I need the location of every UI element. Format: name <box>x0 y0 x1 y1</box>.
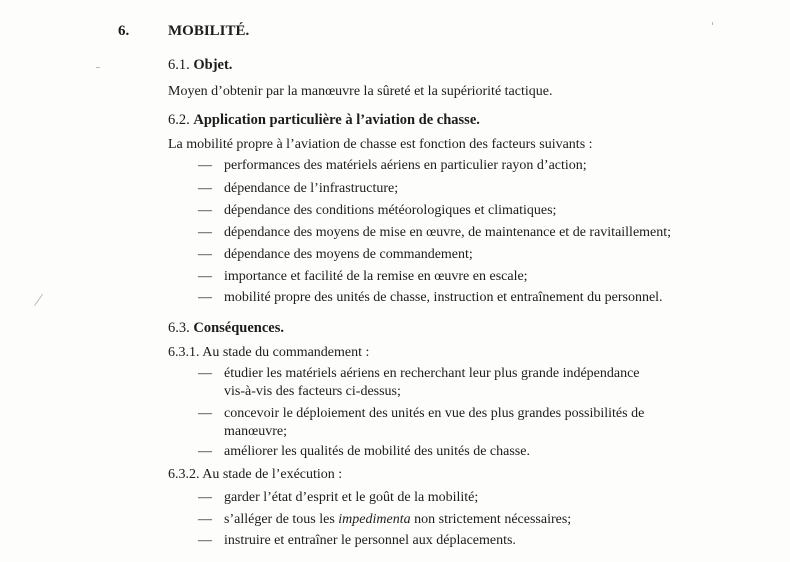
section-title: MOBILITÉ. <box>168 23 250 39</box>
scan-speck <box>34 294 43 306</box>
dash: — <box>198 533 212 548</box>
list-item-text: importance et facilité de la remise en œuvre en escale; <box>224 269 528 284</box>
list-item-continuation: vis-à-vis des facteurs ci-dessus; <box>224 384 401 399</box>
list-item <box>198 532 516 550</box>
subsection-title: Objet. <box>193 57 233 73</box>
paragraph: Moyen d’obtenir par la manœuvre la sûreté et la supériorité tactique. <box>168 84 553 99</box>
list-item <box>198 202 556 220</box>
list-item-text: dépendance des conditions météorologiques et climatiques; <box>224 203 557 218</box>
dash: — <box>198 444 212 459</box>
list-item <box>198 365 640 383</box>
subsection-number: 6.1. <box>168 57 190 73</box>
list-item-text: dépendance des moyens de commandement; <box>224 247 473 262</box>
list-item-text: dépendance des moyens de mise en œuvre, de maintenance et de ravitaillement; <box>224 225 672 240</box>
list-item-text: dépendance de l’infrastructure; <box>224 181 399 196</box>
list-item <box>198 246 473 264</box>
list-item-text: étudier les matériels aériens en recherchant leur plus grande indépendance <box>224 366 640 381</box>
subsection-number: 6.2. <box>168 112 190 128</box>
dash: — <box>198 269 212 284</box>
dash: — <box>198 158 212 173</box>
list-item-continuation: manœuvre; <box>224 424 287 439</box>
list-item <box>198 180 398 198</box>
dash: — <box>198 290 212 305</box>
section-number: 6. <box>118 23 130 39</box>
paragraph: La mobilité propre à l’aviation de chasse est fonction des facteurs suivants : <box>168 137 593 152</box>
dash: — <box>198 490 212 505</box>
sub-subsection-heading-6-3-1: 6.3.1. Au stade du commandement : <box>168 345 370 360</box>
dash: — <box>198 512 212 527</box>
list-item-text: mobilité propre des unités de chasse, instruction et entraînement du personnel. <box>224 290 663 305</box>
list-item <box>198 157 587 175</box>
dash: — <box>198 366 212 381</box>
list-item-text: améliorer les qualités de mobilité des unités de chasse. <box>224 444 530 459</box>
sub-subsection-heading-6-3-2: 6.3.2. Au stade de l’exécution : <box>168 467 343 482</box>
list-item <box>198 289 663 307</box>
dash: — <box>198 181 212 196</box>
subsection-heading-6-3 <box>168 319 284 337</box>
list-item <box>198 443 530 461</box>
subsection-number: 6.3. <box>168 320 190 336</box>
subsection-title: Application particulière à l’aviation de chasse. <box>193 112 480 128</box>
list-item <box>198 405 644 423</box>
subsection-title: Conséquences. <box>193 320 285 336</box>
list-item <box>198 224 671 242</box>
dash: — <box>198 225 212 240</box>
italic-term: impedimenta <box>338 512 411 527</box>
dash: — <box>198 406 212 421</box>
scan-speck <box>96 67 100 68</box>
dash: — <box>198 247 212 262</box>
list-item-text: garder l’état d’esprit et le goût de la mobilité; <box>224 490 479 505</box>
dash: — <box>198 203 212 218</box>
list-item-text: instruire et entraîner le personnel aux déplacements. <box>224 533 516 548</box>
subsection-heading-6-1 <box>168 56 232 74</box>
scan-speck <box>712 22 713 25</box>
list-item <box>198 511 571 529</box>
list-item <box>198 489 478 507</box>
list-item-text: s’alléger de tous les <box>224 512 339 527</box>
list-item-text: non strictement nécessaires; <box>410 512 572 527</box>
list-item-text: concevoir le déploiement des unités en vue des plus grandes possibilités de <box>224 406 645 421</box>
list-item <box>198 268 528 286</box>
list-item-text: performances des matériels aériens en particulier rayon d’action; <box>224 158 587 173</box>
subsection-heading-6-2 <box>168 111 480 129</box>
